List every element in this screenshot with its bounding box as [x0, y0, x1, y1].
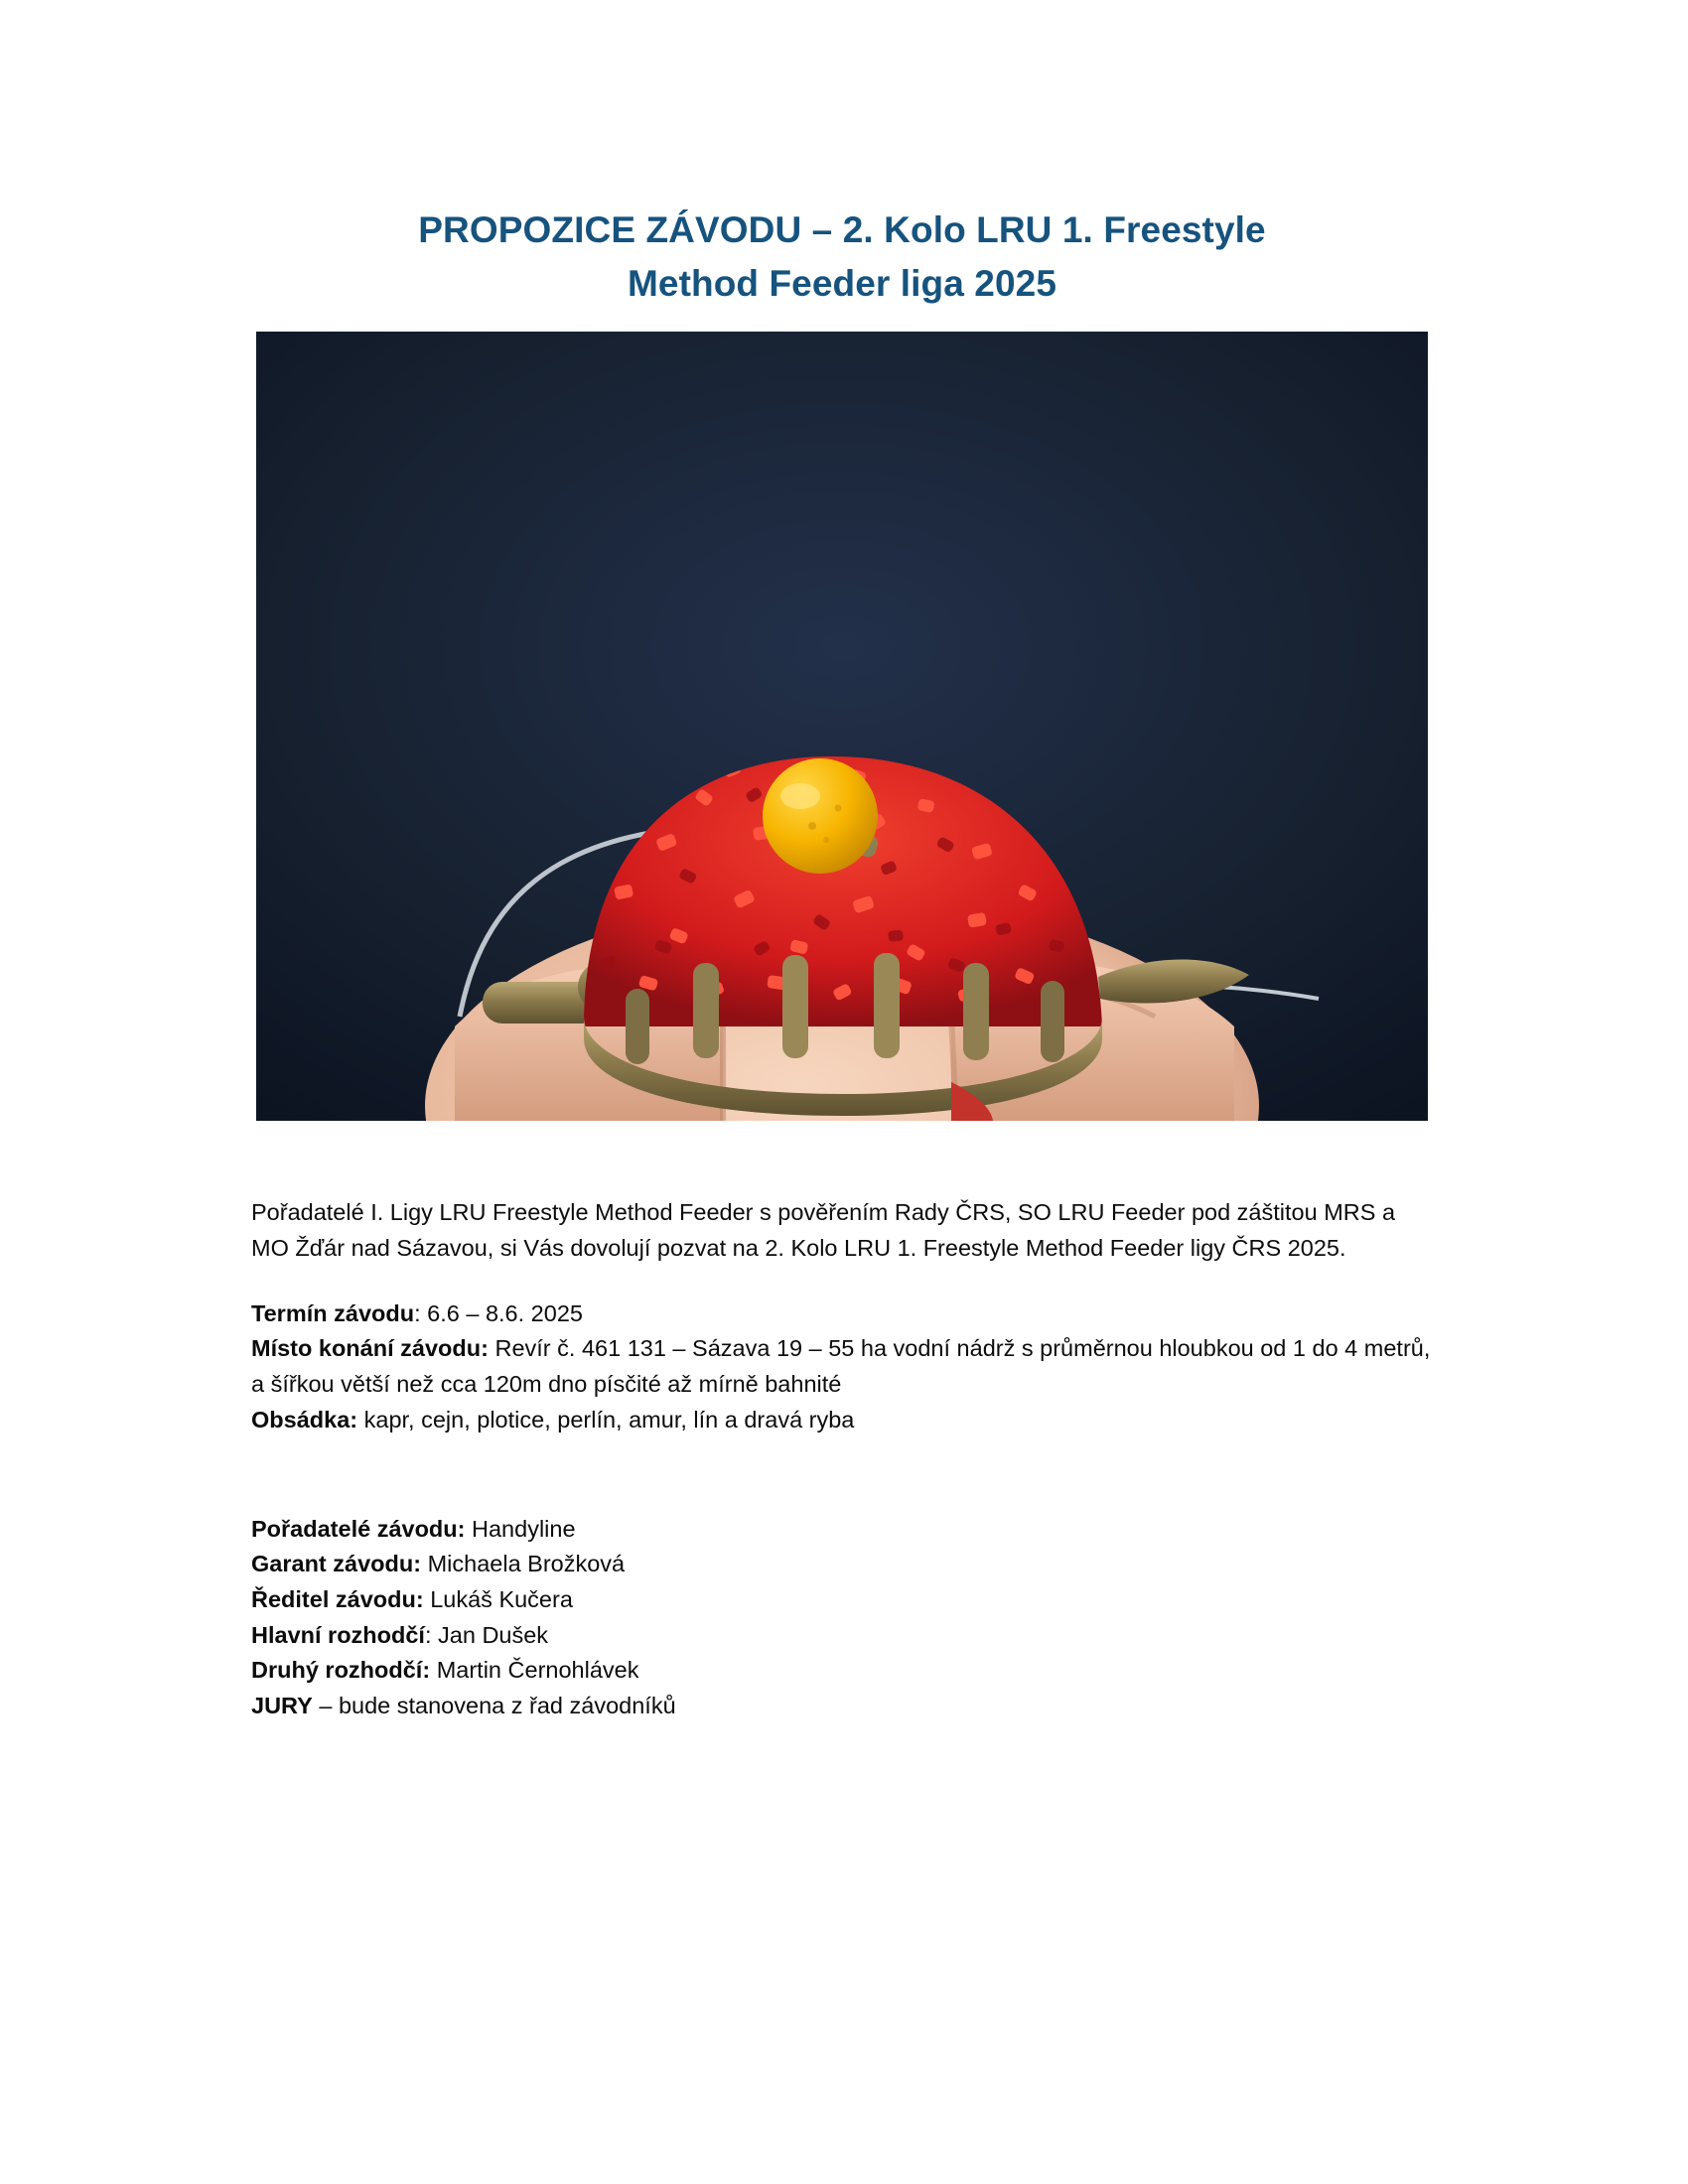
organization-row — [251, 1547, 1433, 1582]
document-body — [251, 1195, 1433, 1724]
organization-label: Pořadatelé závodu: — [251, 1515, 466, 1542]
section-spacer — [251, 1468, 1433, 1512]
organization-row — [251, 1653, 1433, 1689]
document-content — [251, 204, 1433, 1754]
detail-row — [251, 1297, 1433, 1332]
detail-label: Místo konání závodu: — [251, 1335, 489, 1362]
detail-separator: : — [414, 1299, 428, 1326]
page-title-line-2: Method Feeder liga 2025 — [627, 262, 1057, 304]
organization-value: – bude stanovena z řad závodníků — [319, 1693, 676, 1719]
organization-row — [251, 1512, 1433, 1548]
detail-value: 6.6 – 8.6. 2025 — [427, 1299, 583, 1326]
detail-label: Obsádka: — [251, 1406, 358, 1433]
organization-row — [251, 1582, 1433, 1618]
intro-paragraph: Pořadatelé I. Ligy LRU Freestyle Method Feeder s pověřením Rady ČRS, SO LRU Feeder pod záštitou MRS a MO Žďár nad Sázavou, si Vás dovolují pozvat na 2. Kolo LRU 1. Freestyle Method Feeder ligy ČRS 2025. — [251, 1199, 1396, 1261]
method-feeder-photo — [256, 332, 1428, 1121]
organization-value: Jan Dušek — [438, 1621, 549, 1648]
detail-value: Revír č. 461 131 – Sázava 19 – 55 ha vodní nádrž s průměrnou hloubkou od 1 do 4 metrů, a šířkou větší než cca 120m dno písčité až mírně bahnité — [251, 1335, 1431, 1398]
organization-row — [251, 1689, 1433, 1724]
organization-value: Michaela Brožková — [427, 1551, 626, 1577]
organization-value: Lukáš Kučera — [430, 1586, 573, 1613]
page-title — [251, 204, 1433, 310]
organization-value: Handyline — [472, 1515, 576, 1542]
detail-value: kapr, cejn, plotice, perlín, amur, lín a dravá ryba — [363, 1406, 855, 1433]
detail-label: Termín závodu — [251, 1299, 415, 1326]
organization-details — [251, 1512, 1433, 1724]
detail-row — [251, 1331, 1433, 1402]
organization-label: Druhý rozhodčí: — [251, 1657, 431, 1684]
organization-label: Hlavní rozhodčí — [251, 1621, 425, 1648]
detail-row — [251, 1403, 1433, 1438]
organization-label: Garant závodu: — [251, 1551, 422, 1577]
hero-image — [256, 332, 1428, 1121]
organization-value: Martin Černohlávek — [436, 1657, 639, 1684]
organization-label: JURY — [251, 1693, 313, 1719]
page-title-line-1: PROPOZICE ZÁVODU – 2. Kolo LRU 1. Freestyle — [418, 209, 1266, 250]
organization-separator: : — [424, 1621, 439, 1648]
race-details — [251, 1297, 1433, 1438]
organization-row — [251, 1618, 1433, 1654]
organization-label: Ředitel závodu: — [251, 1586, 424, 1613]
